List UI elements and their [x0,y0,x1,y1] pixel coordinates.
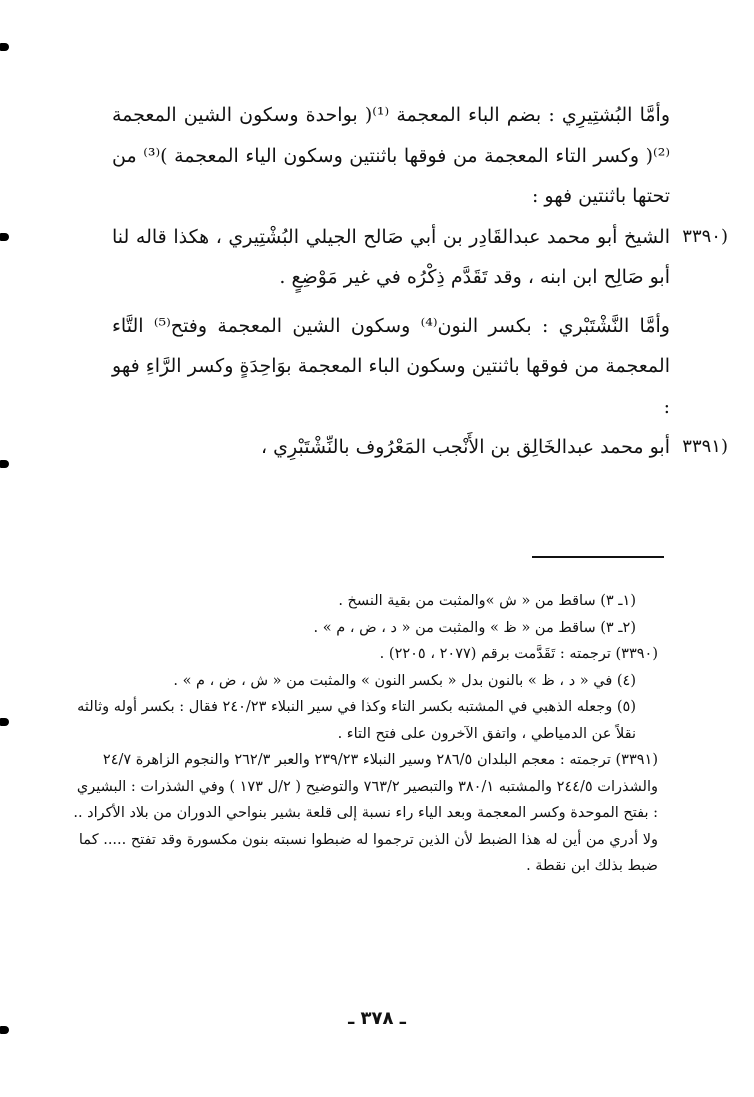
binding-mark [0,460,9,468]
footnote: (٤) في « د ، ظ » بالنون بدل « بكسر النون » والمثبت من « ش ، ض ، م » . [173,672,636,689]
footnote: (٣٣٩١) ترجمته : معجم البلدان ٢٨٦/٥ وسير النبلاء ٢٣٩/٢٣ والعبر ٢٦٢/٣ والنجوم الزاهرة ٢٤/٧ والشذرات ٢٤٤/٥ والمشتبه ٣٨٠/١ والتبصير ٧٦٣/٢ والتوضيح ( ٢/ل ١٧٣ ) وفي الشذرات : البشيري : بفتح الموحدة وكسر المعجمة وبعد الياء راء نسبة إلى قلعة بشير بنواحي الدوران من بلاد الأكراد .. ولا أدري من أين له هذا الضبط لأن الذين ترجموا له ضبطوا نسبته بنون مكسورة وقد تفتح ..... كما ضبط بذلك ابن نقطة . [73,752,658,874]
binding-mark [0,233,9,241]
main-text [112,95,728,468]
footnote-separator [532,556,664,558]
binding-mark [0,43,9,51]
entry-number: (٣٣٩٠ [682,225,728,247]
entry-number: (٣٣٩١ [682,436,728,457]
footnote: (٣٣٩٠) ترجمته : تَقَدَّمت برقم (٢٠٧٧ ، ٢٢٠٥) . [379,646,658,662]
footnote: (٥) وجعله الذهبي في المشتبه بكسر التاء وكذا في سير النبلاء ٢٤٠/٢٣ فقال : بكسر أوله وثالثه نقلاً عن الدمياطي ، واتفق الآخرون على فتح التاء . [77,699,636,742]
footnotes [72,588,658,880]
paragraph-bushtiri: وأمَّا البُشتِيرِي : بضم الباء المعجمة ⁽¹⁾( بواحدة وسكون الشين المعجمة ⁽²⁾( وكسر التاء المعجمة من فوقها باثنتين وسكون الياء المعجمة )⁽³⁾ من تحتها باثنتين فهو : [112,104,670,207]
entry-text: أبو محمد عبدالخَالِق بن الأَنْجب المَعْرُوف بالنِّشْتَبْرِي ، [260,436,670,458]
entry-3391 [112,427,728,468]
paragraph-nashtabri: وأمَّا النَّشْتَبْري : بكسر النون⁽⁴⁾ وسكون الشين المعجمة وفتح⁽⁵⁾ التَّاء المعجمة من فوقها باثنتين وسكون الباء المعجمة بوَاحِدَةٍ وكسر الرَّاءِ فهو : [112,314,670,418]
binding-mark [0,718,9,726]
page-number: ـ ٣٧٨ ـ [348,1008,406,1029]
entry-text: الشيخ أبو محمد عبدالقَادِر بن أبي صَالح الجيلي البُشْتِيري ، هكذا قاله لنا أبو صَالِح ابن ابنه ، وقد تَقَدَّم ذِكْرُه في غير مَوْضِعٍ . [112,225,670,288]
footnote: (١ـ ٣) ساقط من « ش »والمثبت من بقية النسخ . [338,593,636,609]
entry-3390 [112,217,728,298]
footnote: (٢ـ ٣) ساقط من « ظ » والمثبت من « د ، ض ، م » . [313,619,636,636]
